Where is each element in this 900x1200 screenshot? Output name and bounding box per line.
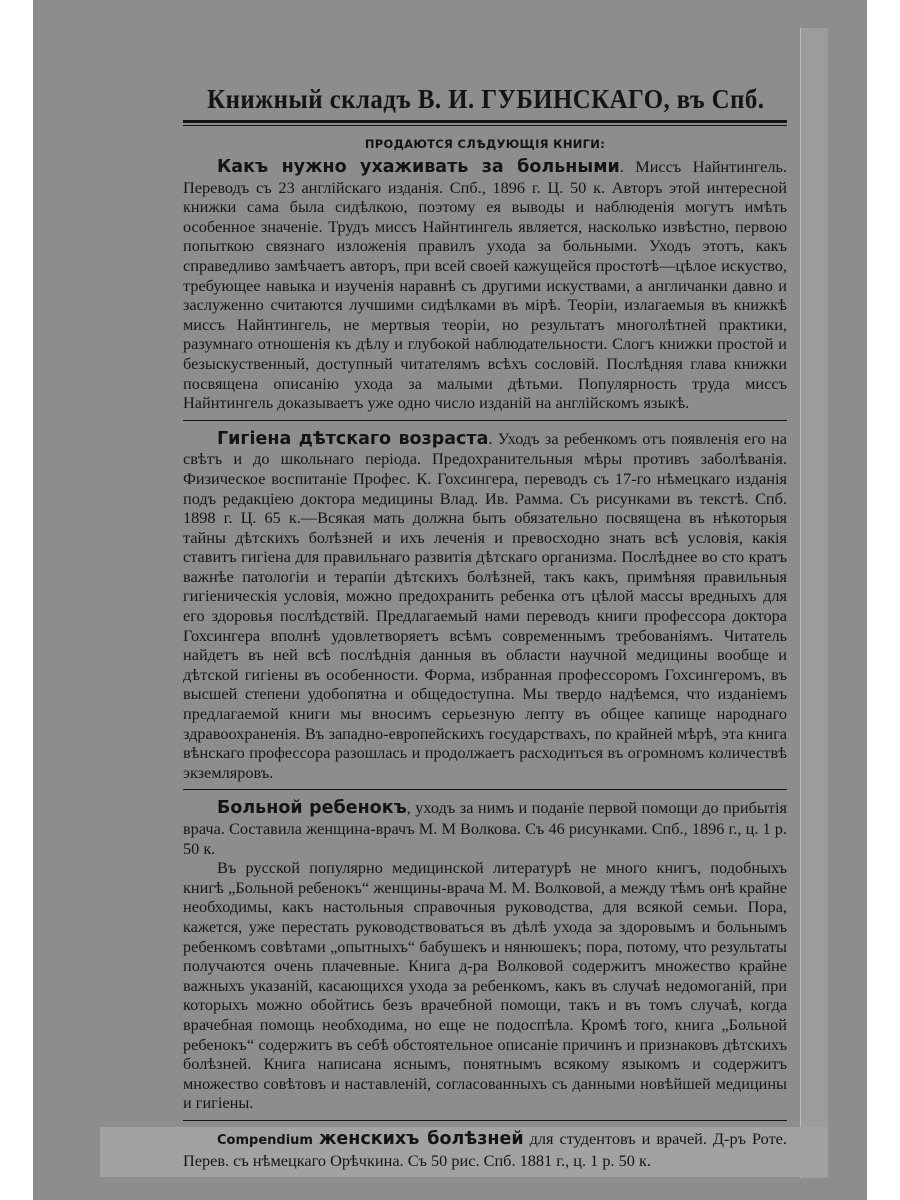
book-title: женскихъ болѣзней [318, 1128, 524, 1149]
book-title: Гигіена дѣтскаго возраста [217, 428, 489, 449]
book-entry [183, 429, 787, 783]
book-entry [183, 798, 787, 858]
book-title: Больной ребенокъ [217, 798, 407, 819]
book-description: . Миссъ Найнтингель. Переводъ съ 23 англійскаго изданія. Спб., 1896 г. Ц. 50 к. Авторъ этой интересной книжки сама была сидѣлкою, поэтому ея выводы и наблюденія могутъ имѣть особенное значеніе. Трудъ миссъ Найнтингель является, насколько извѣстно, первою попыткою связнаго изложенія правилъ ухода за больными. Уходъ этотъ, какъ справедливо замѣчаетъ авторъ, при всей своей кажущейся простотѣ—цѣлое искуство, требующее навыка и изученія наравнѣ съ другими искуствами, а англичанки давно и заслуженно считаются лучшими сидѣлками въ мірѣ. Теоріи, излагаемыя въ книжкѣ миссъ Найнтингель, не мертвыя теоріи, но результатъ многолѣтней практики, разумнаго отношенія къ дѣлу и глубокой наблюдательности. Слогъ книжки простой и безыскуственный, доступный читателямъ всѣхъ сословій. Послѣдняя глава книжки посвящена описанію ухода за малыми дѣтьми. Популярность труда миссъ Найнтингель доказываетъ уже одно число изданій на англійскомъ языкѣ. [183, 157, 787, 413]
advertisement-page [183, 82, 787, 1170]
book-entry [183, 1129, 787, 1170]
book-description: . Уходъ за ребенкомъ отъ появленія его на свѣтъ и до школьнаго періода. Предохранительныя мѣры противъ заболѣванія. Физическое воспитаніе Профес. К. Гохсингера, переводъ съ 17-го нѣмецкаго изданія подъ редакціею доктора медицины Влад. Ив. Рамма. Съ рисунками въ текстѣ. Спб. 1898 г. Ц. 65 к.—Всякая мать должна быть обязательно посвящена въ нѣкоторыя тайны дѣтскихъ болѣзней и ихъ леченія и превосходно знать всѣ условія, какія ставитъ гигіена для правильнаго развитія дѣтскаго организма. Послѣднее во сто кратъ важнѣе патологіи и терапіи дѣтскихъ болѣзней, такъ какъ, примѣняя правильныя гигіеническія условія, можно предохранить ребенка отъ цѣлой массы вредныхъ для его здоровья послѣдствій. Предлагаемый нами переводъ книги профессора доктора Гохсингера вполнѣ удовлетворяетъ всѣмъ современнымъ требованіямъ. Читатель найдетъ въ ней всѣ послѣднія данныя въ области научной медицины вообще и дѣтской гигіены въ особенности. Форма, избранная профессоромъ Гохсингеромъ, въ высшей степени удобопятна и общедоступна. Мы твердо надѣемся, что изданіемъ предлагаемой книги мы вносимъ серьезную лепту въ общее капище народнаго здравоохраненія. Въ западно-европейскихъ государствахъ, по крайней мѣрѣ, эта книга вѣнскаго профессора разошлась и продолжаетъ расходиться въ огромномъ количествѣ экземляровъ. [183, 428, 787, 782]
book-title: Какъ нужно ухаживать за больными [217, 157, 620, 177]
book-description: для студентовъ и врачей. Д-ръ Роте. Перев. съ нѣмецкаго Орѣчкина. Съ 50 рис. Спб. 1881 г., ц. 1 р. 50 к. [183, 1128, 787, 1170]
section-subtitle: ПРОДАЮТСЯ СЛѢДУЮЩІЯ КНИГИ: [364, 137, 606, 151]
book-description: , уходъ за нимъ и поданіе первой помощи до прибытія врача. Составила женщина-врачъ М. М Волкова. Съ 46 рисунками. Спб., 1896 г., ц. 1 р. 50 к. [183, 798, 787, 858]
title-double-rule [183, 120, 787, 126]
divider [183, 420, 787, 421]
book-title-prefix: Compendium [217, 1132, 313, 1148]
book-review-paragraph: Въ русской популярно медицинской литературѣ не много книгъ, подобныхъ книгѣ „Больной ребенокъ“ женщины-врача М. М. Волковой, а между тѣмъ онѣ крайне необходимы, какъ настольныя справочныя руководства, для всякой семьи. Пора, кажется, уже перестать руководствоваться въ дѣлѣ ухода за здоровымъ и больнымъ ребенкомъ совѣтами „опытныхъ“ бабушекъ и нянюшекъ; пора, потому, что результаты получаются очень плачевные. Книга д-ра Волковой содержитъ множество крайне важныхъ указаній, касающихся ухода за ребенкомъ, какъ въ случаѣ недомоганій, при которыхъ можно обойтись безъ врачебной помощи, такъ и въ томъ случаѣ, когда врачебная помощь необходима, но еще не подоспѣла. Кромѣ того, книга „Больной ребенокъ“ содержитъ въ себѣ обстоятельное описаніе причинъ и признаковъ дѣтскихъ болѣзней. Книга написана яснымъ, понятнымъ всякому языкомъ и содержитъ множество совѣтовъ и наставленій, согласованныхъ съ данными новѣйшей медицины и гигіены. [183, 858, 787, 1113]
page-title: Книжный складъ В. И. ГУБИНСКАГО, въ Спб. [207, 84, 765, 114]
page-edge-inset [800, 28, 828, 1178]
book-entry [183, 157, 787, 413]
divider [183, 1120, 787, 1121]
divider [183, 789, 787, 790]
